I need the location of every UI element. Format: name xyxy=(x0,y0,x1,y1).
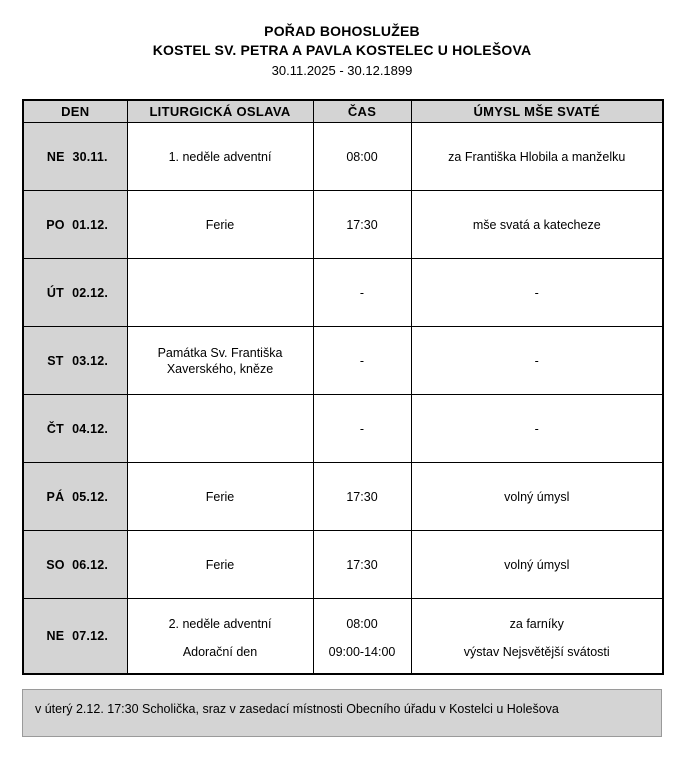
liturgy-cell: Ferie xyxy=(127,191,313,259)
table-row xyxy=(23,123,663,191)
table-row xyxy=(23,599,663,674)
day-of-week: PÁ xyxy=(46,489,65,504)
mass-schedule-table xyxy=(22,99,664,675)
table-row xyxy=(23,531,663,599)
footer-note: v úterý 2.12. 17:30 Scholička, sraz v zasedací místnosti Obecního úřadu v Kostelci u Holešova xyxy=(22,689,662,737)
time-cell xyxy=(313,599,411,674)
liturgy-line-1: Památka Sv. Františka xyxy=(157,345,283,360)
title-line-1: POŘAD BOHOSLUŽEB xyxy=(264,23,420,39)
table-row xyxy=(23,327,663,395)
time-cell: 17:30 xyxy=(313,531,411,599)
time-line-2: 09:00-14:00 xyxy=(328,644,396,659)
day-date: 01.12. xyxy=(72,217,109,232)
liturgy-cell xyxy=(127,599,313,674)
intention-cell: - xyxy=(411,259,663,327)
day-cell xyxy=(23,395,127,463)
day-of-week: NE xyxy=(46,149,65,164)
day-cell xyxy=(23,531,127,599)
time-line-1: 08:00 xyxy=(346,616,378,631)
liturgy-cell: 1. neděle adventní xyxy=(127,123,313,191)
day-cell xyxy=(23,463,127,531)
time-cell: 08:00 xyxy=(313,123,411,191)
day-date: 06.12. xyxy=(72,557,109,572)
date-range: 30.11.2025 - 30.12.1899 xyxy=(271,63,413,78)
table-row xyxy=(23,259,663,327)
column-header-time: ČAS xyxy=(313,100,411,123)
liturgy-cell xyxy=(127,327,313,395)
time-cell: - xyxy=(313,327,411,395)
intention-line-2: výstav Nejsvětější svátosti xyxy=(463,644,610,659)
column-header-liturgy: LITURGICKÁ OSLAVA xyxy=(127,100,313,123)
intention-cell: za Františka Hlobila a manželku xyxy=(411,123,663,191)
day-cell xyxy=(23,259,127,327)
day-cell xyxy=(23,191,127,259)
day-cell xyxy=(23,599,127,674)
day-of-week: NE xyxy=(46,628,65,643)
day-date: 05.12. xyxy=(72,489,109,504)
day-of-week: ST xyxy=(47,353,64,368)
liturgy-line-2: Adorační den xyxy=(182,644,258,659)
day-date: 02.12. xyxy=(72,285,109,300)
day-date: 04.12. xyxy=(72,421,109,436)
title-line-2: KOSTEL SV. PETRA A PAVLA KOSTELEC U HOLEŠOVA xyxy=(152,42,532,58)
table-row xyxy=(23,463,663,531)
day-of-week: SO xyxy=(46,557,65,572)
day-cell xyxy=(23,123,127,191)
day-of-week: PO xyxy=(46,217,65,232)
document-header xyxy=(22,0,662,81)
liturgy-line-1: 2. neděle adventní xyxy=(168,616,272,631)
liturgy-cell: Ferie xyxy=(127,531,313,599)
day-cell xyxy=(23,327,127,395)
intention-cell xyxy=(411,599,663,674)
liturgy-cell xyxy=(127,395,313,463)
intention-cell: volný úmysl xyxy=(411,463,663,531)
intention-line-1: za farníky xyxy=(509,616,564,631)
time-cell: - xyxy=(313,259,411,327)
day-date: 30.11. xyxy=(72,149,108,164)
day-date: 07.12. xyxy=(72,628,109,643)
intention-cell: mše svatá a katecheze xyxy=(411,191,663,259)
column-header-day: DEN xyxy=(23,100,127,123)
column-header-intention: ÚMYSL MŠE SVATÉ xyxy=(411,100,663,123)
table-row xyxy=(23,395,663,463)
day-of-week: ÚT xyxy=(46,285,64,300)
liturgy-cell xyxy=(127,259,313,327)
intention-cell: - xyxy=(411,395,663,463)
intention-cell: - xyxy=(411,327,663,395)
time-cell: 17:30 xyxy=(313,463,411,531)
liturgy-cell: Ferie xyxy=(127,463,313,531)
liturgy-line-2: Xaverského, kněze xyxy=(166,361,274,376)
day-of-week: ČT xyxy=(46,421,64,436)
time-cell: 17:30 xyxy=(313,191,411,259)
table-row xyxy=(23,191,663,259)
intention-cell: volný úmysl xyxy=(411,531,663,599)
time-cell: - xyxy=(313,395,411,463)
table-header-row xyxy=(23,100,663,123)
day-date: 03.12. xyxy=(72,353,109,368)
